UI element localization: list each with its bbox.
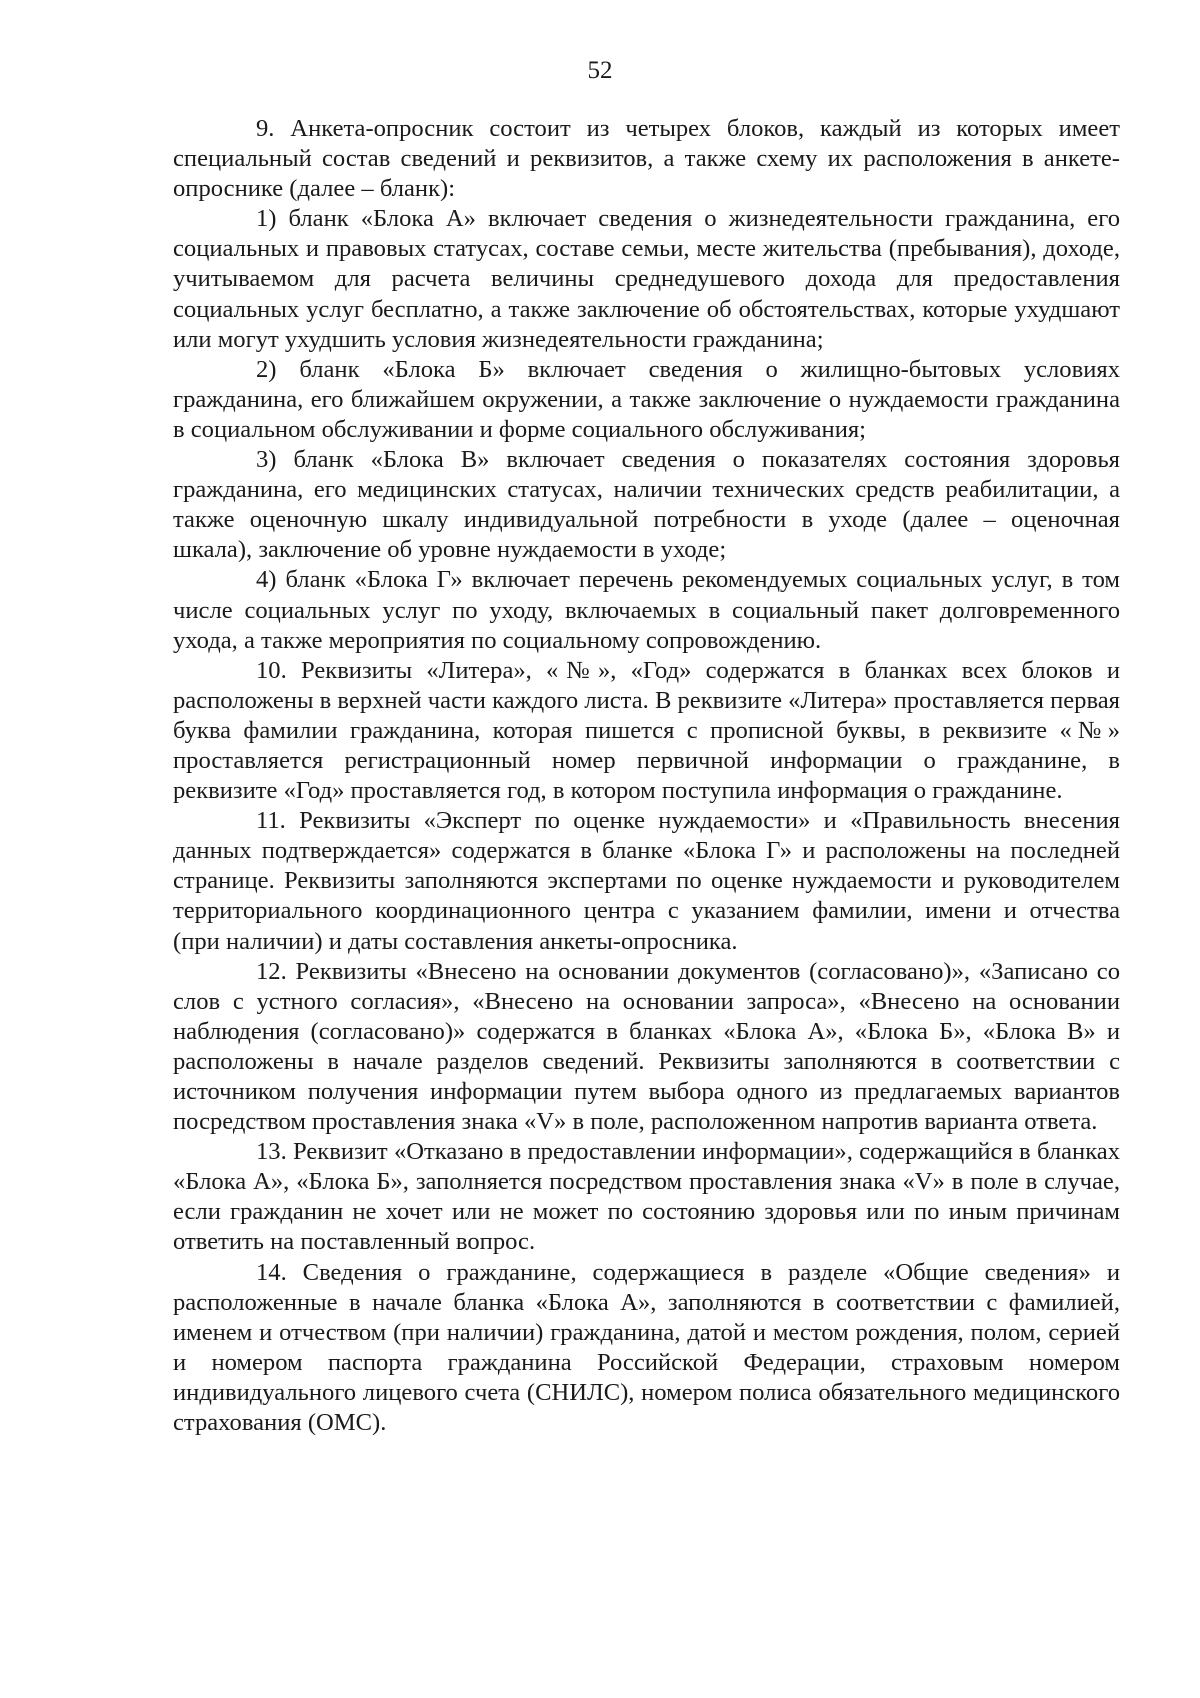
paragraph-9-item-3: 3) бланк «Блока В» включает сведения о показателях состояния здоровья гражданина, его медицинских статусах, наличии технических средств реабилитации, а также оценочную шкалу индивидуальной потребности в уходе (далее – оценочная шкала), заключение об уровне нуждаемости в уходе;	[173, 446, 1120, 564]
paragraph-14: 14. Сведения о гражданине, содержащиеся в разделе «Общие сведения» и расположенные в начале бланка «Блока А», заполняются в соответствии с фамилией, именем и отчеством (при наличии) гражданина, датой и местом рождения, полом, серией и номером паспорта гражданина Российской Федерации, страховым номером индивидуального лицевого счета (СНИЛС), номером полиса обязательного медицинского страхования (ОМС).	[173, 1258, 1120, 1437]
paragraph-13: 13. Реквизит «Отказано в предоставлении информации», содержащийся в бланках «Блока А», «Блока Б», заполняется посредством проставления знака «V» в поле в случае, если гражданин не хочет или не может по состоянию здоровья или по иным причинам ответить на поставленный вопрос.	[173, 1138, 1120, 1256]
page-number: 52	[587, 57, 613, 84]
paragraph-11: 11. Реквизиты «Эксперт по оценке нуждаемости» и «Правильность внесения данных подтверждается» содержатся в бланке «Блока Г» и расположены на последней странице. Реквизиты заполняются экспертами по оценке нуждаемости и руководителем территориального координационного центра с указанием фамилии, имени и отчества (при наличии) и даты составления анкеты-опросника.	[173, 807, 1120, 955]
paragraph-9-item-2: 2) бланк «Блока Б» включает сведения о жилищно-бытовых условиях гражданина, его ближайшем окружении, а также заключение о нуждаемости гражданина в социальном обслуживании и форме социального обслуживания;	[173, 355, 1120, 443]
document-body	[173, 114, 1120, 1438]
paragraph-12: 12. Реквизиты «Внесено на основании документов (согласовано)», «Записано со слов с устного согласия», «Внесено на основании запроса», «Внесено на основании наблюдения (согласовано)» содержатся в бланках «Блока А», «Блока Б», «Блока В» и расположены в начале разделов сведений. Реквизиты заполняются в соответствии с источником получения информации путем выбора одного из предлагаемых вариантов посредством проставления знака «V» в поле, расположенном напротив варианта ответа.	[173, 957, 1120, 1136]
paragraph-9-item-1: 1) бланк «Блока А» включает сведения о жизнедеятельности гражданина, его социальных и правовых статусах, составе семьи, месте жительства (пребывания), доходе, учитываемом для расчета величины среднедушевого дохода для предоставления социальных услуг бесплатно, а также заключение об обстоятельствах, которые ухудшают или могут ухудшить условия жизнедеятельности гражданина;	[173, 205, 1120, 353]
paragraph-9: 9. Анкета-опросник состоит из четырех блоков, каждый из которых имеет специальный состав сведений и реквизитов, а также схему их расположения в анкете-опроснике (далее – бланк):	[173, 115, 1120, 203]
paragraph-9-item-4: 4) бланк «Блока Г» включает перечень рекомендуемых социальных услуг, в том числе социальных услуг по уходу, включаемых в социальный пакет долговременного ухода, а также мероприятия по социальному сопровождению.	[173, 566, 1120, 654]
paragraph-10: 10. Реквизиты «Литера», «№», «Год» содержатся в бланках всех блоков и расположены в верхней части каждого листа. В реквизите «Литера» проставляется первая буква фамилии гражданина, которая пишется с прописной буквы, в реквизите «№» проставляется регистрационный номер первичной информации о гражданине, в реквизите «Год» проставляется год, в котором поступила информация о гражданине.	[173, 656, 1120, 805]
